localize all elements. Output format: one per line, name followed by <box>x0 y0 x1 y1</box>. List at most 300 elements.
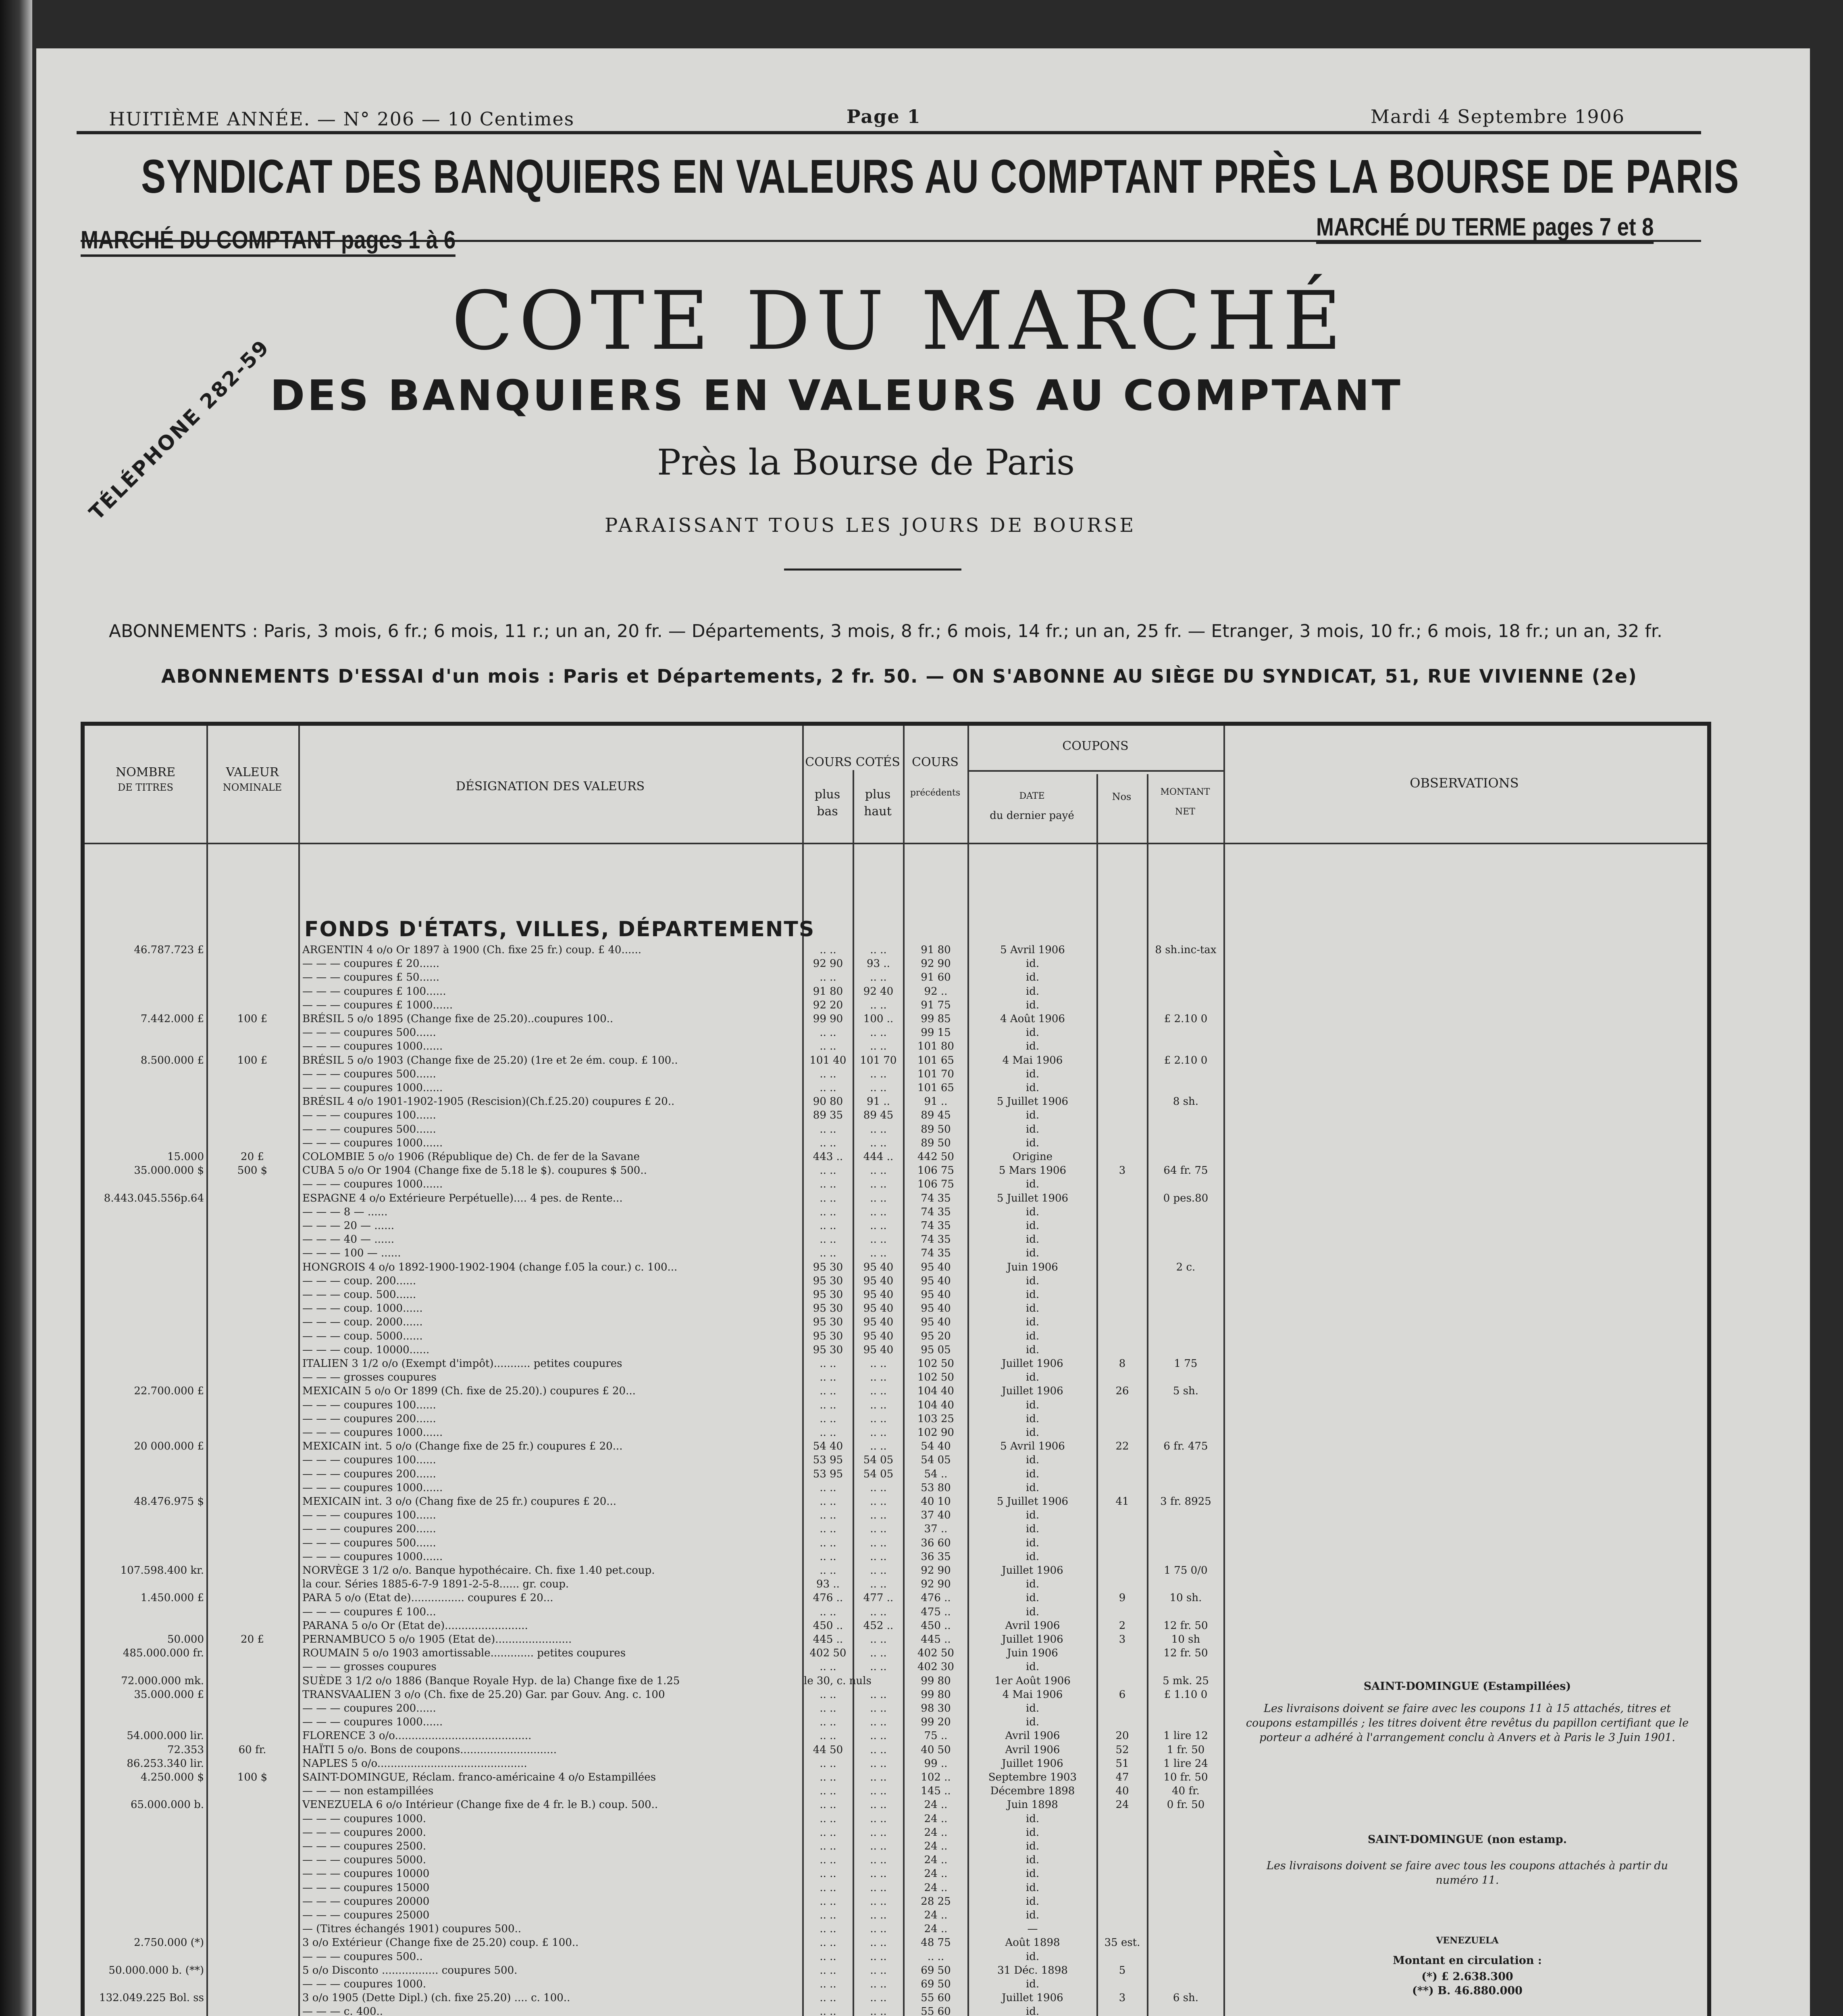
table-cell: .. .. <box>820 1164 836 1177</box>
table-cell: .. .. <box>870 1537 887 1549</box>
table-cell: 95 40 <box>863 1289 894 1301</box>
table-cell: 24 .. <box>924 1881 948 1894</box>
table-cell: 485.000.000 fr. <box>123 1647 204 1660</box>
table-cell: 37 40 <box>921 1509 951 1522</box>
marche-terme-label: MARCHÉ DU TERME pages 7 et 8 <box>1316 213 1654 244</box>
table-cell: BRÉSIL 4 o/o 1901-1902-1905 (Rescision)(Ch.f.25.20) coupures £ 20.. <box>302 1095 675 1108</box>
table-cell: 12 fr. 50 <box>1163 1619 1208 1632</box>
table-cell: id. <box>1026 1909 1040 1921</box>
table-cell: 95 30 <box>813 1343 843 1356</box>
telephone-stamp: TÉLÉPHONE 282-59 <box>85 335 275 525</box>
table-cell: .. .. <box>820 1123 836 1135</box>
table-cell: .. .. <box>870 1606 887 1618</box>
table-cell: 145 .. <box>921 1785 951 1797</box>
table-cell: .. .. <box>870 1233 887 1246</box>
table-cell: 8.443.045.556p.64 <box>104 1192 204 1204</box>
table-cell: .. .. <box>820 1868 836 1880</box>
table-cell: id. <box>1026 1289 1040 1301</box>
table-cell: 53 95 <box>813 1454 843 1466</box>
table-cell: .. .. <box>820 1068 836 1080</box>
table-cell: — — — 20 — ...... <box>302 1220 394 1232</box>
table-cell: — — — coupures 5000. <box>302 1854 426 1866</box>
table-cell: id. <box>1026 1978 1040 1990</box>
table-cell: .. .. <box>870 1661 887 1673</box>
table-cell: id. <box>1026 1082 1040 1094</box>
table-row <box>85 1881 1225 1895</box>
table-cell: 103 25 <box>917 1412 954 1425</box>
table-cell: CUBA 5 o/o Or 1904 (Change fixe de 5.18 le $). coupures $ 500.. <box>302 1164 647 1177</box>
table-cell: — — — coupures 500...... <box>302 1537 436 1549</box>
table-row <box>85 1468 1225 1481</box>
table-cell: id. <box>1026 1178 1040 1191</box>
table-cell: 102 50 <box>917 1371 954 1384</box>
table-row <box>85 1371 1225 1384</box>
obs-venezuela-title: VENEZUELA <box>1436 1935 1499 1946</box>
table-cell: 95 30 <box>813 1316 843 1329</box>
table-cell: 53 95 <box>813 1468 843 1480</box>
table-cell: .. .. <box>820 1233 836 1246</box>
table-cell: .. .. <box>870 1247 887 1260</box>
table-cell: 24 .. <box>924 1854 948 1866</box>
table-cell: 5 Juillet 1906 <box>996 1495 1069 1508</box>
table-cell: Juillet 1906 <box>1002 1358 1063 1370</box>
table-cell: 4.250.000 $ <box>140 1771 204 1783</box>
table-cell: 6 sh. <box>1173 1992 1199 2004</box>
table-cell: 3 <box>1119 1992 1126 2004</box>
table-cell: id. <box>1026 1330 1040 1342</box>
table-cell: — — — coupures 500...... <box>302 1027 436 1039</box>
table-cell: 132.049.225 Bol. ss <box>99 1992 204 2004</box>
table-cell: Septembre 1903 <box>988 1771 1077 1783</box>
table-row <box>85 1702 1225 1715</box>
table-cell: ITALIEN 3 1/2 o/o (Exempt d'impôt)........... petites coupures <box>302 1358 622 1370</box>
table-cell: id. <box>1026 1895 1040 1908</box>
table-cell: .. .. <box>820 1688 836 1701</box>
table-cell: id. <box>1026 1399 1040 1411</box>
table-cell: id. <box>1026 971 1040 984</box>
table-cell: .. .. <box>870 1964 887 1976</box>
table-row <box>85 1012 1225 1026</box>
obs-saint-domingue2-text: Les livraisons doivent se faire avec tous les coupons attachés à partir du numéro 11. <box>1267 1860 1668 1887</box>
obs-saint-domingue2-title: SAINT-DOMINGUE (non estamp. <box>1368 1833 1567 1846</box>
table-cell: — — — coup. 2000...... <box>302 1316 423 1329</box>
table-cell: .. .. <box>820 1964 836 1976</box>
table-cell: id. <box>1026 1950 1040 1963</box>
table-row <box>85 1978 1225 1991</box>
table-cell: 64 fr. 75 <box>1163 1164 1208 1177</box>
table-row <box>85 1771 1225 1784</box>
table-cell: id. <box>1026 1371 1040 1384</box>
table-row <box>85 1812 1225 1826</box>
table-cell: .. .. <box>820 1385 836 1397</box>
table-cell: .. .. <box>870 1757 887 1770</box>
table-cell: .. .. <box>820 1909 836 1921</box>
table-cell: 92 40 <box>863 985 894 998</box>
table-cell: 24 .. <box>924 1799 948 1811</box>
table-cell: — — — coupures 100...... <box>302 1109 436 1122</box>
table-row <box>85 1936 1225 1949</box>
table-cell: .. .. <box>820 1427 836 1439</box>
table-cell: .. .. <box>870 1978 887 1990</box>
obs-venezuela-1: (*) £ 2.638.300 <box>1421 1970 1513 1983</box>
table-cell: 102 .. <box>921 1771 951 1783</box>
table-cell: — — — coupures £ 100...... <box>302 985 446 998</box>
table-cell: id. <box>1026 958 1040 970</box>
table-cell: .. .. <box>820 1716 836 1729</box>
syndicat-title: SYNDICAT DES BANQUIERS EN VALEURS AU COMPTANT PRÈS LA BOURSE DE PARIS <box>141 150 1740 203</box>
table-cell: .. .. <box>870 1440 887 1453</box>
page-number: Page 1 <box>847 106 921 127</box>
table-cell: 3 o/o Extérieur (Change fixe de 25.20) coup. £ 100.. <box>302 1937 579 1949</box>
table-cell: 50.000 <box>167 1633 204 1645</box>
table-cell: id. <box>1026 1509 1040 1522</box>
table-cell: 100 $ <box>237 1771 268 1783</box>
table-cell: .. .. <box>870 1647 887 1660</box>
col-plus-haut: plus haut <box>864 787 892 818</box>
table-cell: ROUMAIN 5 o/o 1903 amortissable............. petites coupures <box>302 1647 626 1660</box>
table-cell: 95 40 <box>863 1330 894 1342</box>
table-cell: id. <box>1026 1592 1040 1604</box>
table-cell: .. .. <box>820 1495 836 1508</box>
table-cell: 102 90 <box>917 1427 954 1439</box>
table-cell: .. .. <box>820 1206 836 1218</box>
table-cell: VENEZUELA 6 o/o Intérieur (Change fixe de 4 fr. le B.) coup. 500.. <box>302 1799 658 1811</box>
pres-la-bourse: Près la Bourse de Paris <box>657 442 1075 483</box>
table-cell: 101 70 <box>917 1068 954 1080</box>
table-row <box>85 1757 1225 1770</box>
table-cell: 476 .. <box>813 1592 843 1604</box>
table-row <box>85 1964 1225 1977</box>
table-row <box>85 1606 1225 1619</box>
table-cell: id. <box>1026 1840 1040 1852</box>
table-cell: 54 05 <box>863 1468 894 1480</box>
table-cell: — — — grosses coupures <box>302 1371 437 1384</box>
table-cell: .. .. <box>820 1178 836 1191</box>
table-cell: .. .. <box>820 1027 836 1039</box>
table-cell: .. .. <box>870 1840 887 1852</box>
table-cell: .. .. <box>870 1909 887 1921</box>
table-cell: 4 Mai 1906 <box>1002 1054 1063 1066</box>
table-row <box>85 1440 1225 1453</box>
table-cell: 1 lire 12 <box>1163 1730 1208 1742</box>
table-cell: 104 40 <box>917 1385 954 1397</box>
table-cell: 5 Avril 1906 <box>1000 1440 1065 1453</box>
table-cell: id. <box>1026 1881 1040 1894</box>
table-row <box>85 1454 1225 1467</box>
table-cell: 8 sh.inc-tax <box>1155 944 1217 956</box>
table-cell: 89 50 <box>921 1123 951 1135</box>
table-cell: 102 50 <box>917 1358 954 1370</box>
table-cell: 98 30 <box>921 1702 951 1714</box>
table-cell: 0 pes.80 <box>1163 1192 1209 1204</box>
binding-gutter <box>0 0 32 2016</box>
table-row <box>85 1412 1225 1426</box>
table-cell: 20 <box>1115 1730 1129 1742</box>
table-row <box>85 1302 1225 1315</box>
table-cell: .. .. <box>870 1137 887 1149</box>
table-cell: — — — coupures £ 100... <box>302 1606 436 1618</box>
table-cell: — — — coup. 500...... <box>302 1289 416 1301</box>
table-cell: — — — coupures 500...... <box>302 1068 436 1080</box>
table-cell: .. .. <box>820 1137 836 1149</box>
coupons-rule <box>967 770 1223 772</box>
table-cell: .. .. <box>820 1812 836 1825</box>
table-cell: 1 75 0/0 <box>1164 1564 1208 1577</box>
table-cell: 8.500.000 £ <box>140 1054 204 1066</box>
table-cell: .. .. <box>820 1702 836 1714</box>
table-cell: .. .. <box>870 1068 887 1080</box>
table-cell: id. <box>1026 1343 1040 1356</box>
col-nos: Nos <box>1112 791 1132 802</box>
table-cell: — — — coupures 200...... <box>302 1523 436 1535</box>
table-cell: .. .. <box>820 1978 836 1990</box>
table-cell: 74 35 <box>921 1233 951 1246</box>
table-cell: .. .. <box>870 1509 887 1522</box>
table-cell: .. .. <box>820 1785 836 1797</box>
table-row <box>85 1095 1225 1108</box>
table-row <box>85 1316 1225 1329</box>
table-cell: .. .. <box>870 1812 887 1825</box>
table-row <box>85 1826 1225 1839</box>
table-cell: id. <box>1026 1412 1040 1425</box>
table-cell: COLOMBIE 5 o/o 1906 (République de) Ch. de fer de la Savane <box>302 1151 640 1163</box>
table-cell: 55 60 <box>921 2006 951 2016</box>
table-cell: .. .. <box>870 1495 887 1508</box>
obs-saint-domingue-title: SAINT-DOMINGUE (Estampillées) <box>1363 1680 1571 1693</box>
table-row <box>85 957 1225 971</box>
table-cell: 91 60 <box>921 971 951 984</box>
table-cell: .. .. <box>820 1509 836 1522</box>
table-cell: 99 80 <box>921 1674 951 1687</box>
col-cours-cotes: COURS COTÉS <box>805 755 900 769</box>
table-row <box>85 1991 1225 2005</box>
table-cell: id. <box>1026 985 1040 998</box>
table-cell: — — — coup. 200...... <box>302 1275 416 1287</box>
table-row <box>85 1895 1225 1908</box>
table-cell: 104 40 <box>917 1399 954 1411</box>
table-cell: 91 .. <box>924 1095 948 1108</box>
table-cell: 500 $ <box>237 1164 268 1177</box>
table-cell: Juin 1906 <box>1007 1261 1058 1273</box>
table-cell: — — — coupures £ 20...... <box>302 958 440 970</box>
obs-venezuela-2: (**) B. 46.880.000 <box>1412 1985 1523 1997</box>
table-cell: 90 80 <box>813 1095 843 1108</box>
table-cell: 72.000.000 mk. <box>121 1674 204 1687</box>
table-cell: 28 25 <box>921 1895 951 1908</box>
table-cell: 54 05 <box>921 1454 951 1466</box>
table-cell: .. .. <box>870 1785 887 1797</box>
table-cell: — — — coupures 20000 <box>302 1895 430 1908</box>
table-cell: — — — coupures 15000 <box>302 1881 430 1894</box>
table-cell: le 30, c. nuls <box>804 1674 872 1687</box>
table-cell: id. <box>1026 1578 1040 1591</box>
table-cell: 477 .. <box>863 1592 894 1604</box>
table-cell: .. .. <box>870 1743 887 1756</box>
table-cell: 20 £ <box>241 1151 264 1163</box>
table-cell: 24 .. <box>924 1840 948 1852</box>
table-cell: 40 <box>1115 1785 1129 1797</box>
table-cell: .. .. <box>870 2006 887 2016</box>
table-cell: — — — coupures £ 1000...... <box>302 999 453 1011</box>
table-cell: id. <box>1026 1523 1040 1535</box>
table-cell: — — — coupures 200...... <box>302 1468 436 1480</box>
table-cell: 44 50 <box>813 1743 843 1756</box>
table-cell: 35 est. <box>1104 1937 1140 1949</box>
table-cell: .. .. <box>820 1537 836 1549</box>
table-row <box>85 1275 1225 1288</box>
table-cell: 20 000.000 £ <box>134 1440 204 1453</box>
table-cell: .. .. <box>820 1895 836 1908</box>
table-row <box>85 1909 1225 1922</box>
table-cell: 6 fr. 475 <box>1163 1440 1208 1453</box>
table-cell: 91 75 <box>921 999 951 1011</box>
title-rule <box>784 569 961 571</box>
table-cell: .. .. <box>820 1564 836 1577</box>
table-row <box>85 1495 1225 1508</box>
table-cell: 4 Août 1906 <box>1000 1013 1065 1025</box>
table-cell: 10 sh <box>1171 1633 1200 1645</box>
table-cell: 92 90 <box>921 1578 951 1591</box>
table-cell: .. .. <box>820 1992 836 2004</box>
table-cell: 107.598.400 kr. <box>120 1564 204 1577</box>
table-cell: .. .. <box>820 1040 836 1053</box>
table-cell: .. .. <box>820 1371 836 1384</box>
table-cell: — — — coupures 2500. <box>302 1840 426 1852</box>
table-cell: Juillet 1906 <box>1002 1385 1063 1397</box>
table-cell: 450 .. <box>921 1619 951 1632</box>
table-cell: id. <box>1026 1027 1040 1039</box>
table-cell: .. .. <box>820 971 836 984</box>
table-cell: — <box>1027 1923 1038 1935</box>
table-row <box>85 1343 1225 1357</box>
table-cell: id. <box>1026 1702 1040 1714</box>
table-cell: .. .. <box>820 1881 836 1894</box>
table-cell: 9 <box>1119 1592 1126 1604</box>
table-cell: 5 <box>1119 1964 1126 1976</box>
table-cell: 0 fr. 50 <box>1167 1799 1205 1811</box>
table-cell: 93 .. <box>816 1578 840 1591</box>
table-cell: .. .. <box>870 1178 887 1191</box>
table-cell: — — — coupures 200...... <box>302 1412 436 1425</box>
table-row <box>85 1578 1225 1591</box>
table-cell: Juillet 1906 <box>1002 1564 1063 1577</box>
table-cell: 95 30 <box>813 1261 843 1273</box>
table-cell: NAPLES 5 o/o............................................. <box>302 1757 527 1770</box>
table-cell: 5 Avril 1906 <box>1000 944 1065 956</box>
table-row <box>85 1261 1225 1274</box>
table-cell: .. .. <box>820 944 836 956</box>
col-designation: DÉSIGNATION DES VALEURS <box>456 779 645 793</box>
table-row <box>85 1716 1225 1729</box>
table-cell: 92 .. <box>924 985 948 998</box>
table-cell: 95 40 <box>921 1302 951 1315</box>
table-cell: .. .. <box>870 1040 887 1053</box>
table-cell: 95 40 <box>863 1343 894 1356</box>
marche-comptant-label: MARCHÉ DU COMPTANT pages 1 à 6 <box>81 226 456 257</box>
table-cell: 26 <box>1115 1385 1129 1397</box>
table-cell: .. .. <box>820 1358 836 1370</box>
table-row <box>85 1123 1225 1136</box>
table-cell: 72.353 <box>167 1743 204 1756</box>
table-cell: 442 50 <box>917 1151 954 1163</box>
table-cell: 99 15 <box>921 1027 951 1039</box>
table-cell: 50.000.000 b. (**) <box>108 1964 204 1976</box>
table-cell: .. .. <box>870 1206 887 1218</box>
table-cell: — — — coupures 1000...... <box>302 1040 443 1053</box>
table-cell: .. .. <box>820 1481 836 1494</box>
table-cell: 52 <box>1115 1743 1129 1756</box>
table-cell: id. <box>1026 1454 1040 1466</box>
table-cell: .. .. <box>870 1730 887 1742</box>
table-cell: .. .. <box>820 1082 836 1094</box>
table-cell: 5 Mars 1906 <box>998 1164 1067 1177</box>
table-cell: — — — non estampillées <box>302 1785 434 1797</box>
table-row <box>85 1426 1225 1439</box>
col-observations: OBSERVATIONS <box>1410 775 1519 791</box>
table-cell: — — — coupures 25000 <box>302 1909 430 1921</box>
table-cell: .. .. <box>870 1702 887 1714</box>
table-cell: .. .. <box>870 1826 887 1839</box>
table-row <box>85 1054 1225 1067</box>
table-cell: 3 fr. 8925 <box>1160 1495 1211 1508</box>
table-cell: .. .. <box>820 1220 836 1232</box>
issue-date: Mardi 4 Septembre 1906 <box>1371 106 1625 127</box>
table-cell: 95 40 <box>863 1302 894 1315</box>
table-cell: 1er Août 1906 <box>994 1674 1071 1687</box>
table-cell: 24 <box>1115 1799 1129 1811</box>
table-cell: .. .. <box>870 1564 887 1577</box>
table-cell: £ 2.10 0 <box>1164 1013 1208 1025</box>
table-cell: .. .. <box>870 1716 887 1729</box>
table-cell: 91 .. <box>867 1095 890 1108</box>
table-cell: 95 30 <box>813 1275 843 1287</box>
table-row <box>85 999 1225 1012</box>
table-cell: — — — 40 — ...... <box>302 1233 394 1246</box>
table-cell: 91 80 <box>921 944 951 956</box>
table-cell: 99 .. <box>924 1757 948 1770</box>
table-cell: 6 <box>1119 1688 1126 1701</box>
table-cell: — — — coupures 100...... <box>302 1509 436 1522</box>
table-cell: 20 £ <box>241 1633 264 1645</box>
table-cell: 476 .. <box>921 1592 951 1604</box>
table-cell: SAINT-DOMINGUE, Réclam. franco-américaine 4 o/o Estampillées <box>302 1771 656 1783</box>
table-cell: .. .. <box>870 1027 887 1039</box>
table-cell: .. .. <box>870 1082 887 1094</box>
table-cell: .. .. <box>820 1799 836 1811</box>
table-cell: id. <box>1026 1826 1040 1839</box>
table-cell: 75 .. <box>924 1730 948 1742</box>
table-cell: 40 fr. <box>1172 1785 1200 1797</box>
table-cell: 1.450.000 £ <box>140 1592 204 1604</box>
table-row <box>85 1674 1225 1688</box>
table-row <box>85 1150 1225 1164</box>
table-cell: .. .. <box>820 1399 836 1411</box>
table-cell: SUÈDE 3 1/2 o/o 1886 (Banque Royale Hyp. de la) Change fixe de 1.25 <box>302 1674 680 1687</box>
table-cell: .. .. <box>820 1730 836 1742</box>
table-row <box>85 1247 1225 1260</box>
table-cell: 2 c. <box>1176 1261 1196 1273</box>
table-cell: Juillet 1906 <box>1002 1757 1063 1770</box>
table-cell: .. .. <box>820 1523 836 1535</box>
table-cell: 95 40 <box>863 1316 894 1329</box>
table-cell: BRÉSIL 5 o/o 1903 (Change fixe de 25.20) (1re et 2e ém. coup. £ 100.. <box>302 1054 678 1066</box>
table-cell: .. .. <box>820 1840 836 1852</box>
table-cell: — — — coupures 10000 <box>302 1868 430 1880</box>
table-cell: 91 80 <box>813 985 843 998</box>
table-cell: 24 .. <box>924 1868 948 1880</box>
table-cell: id. <box>1026 1123 1040 1135</box>
table-cell: 101 80 <box>917 1040 954 1053</box>
